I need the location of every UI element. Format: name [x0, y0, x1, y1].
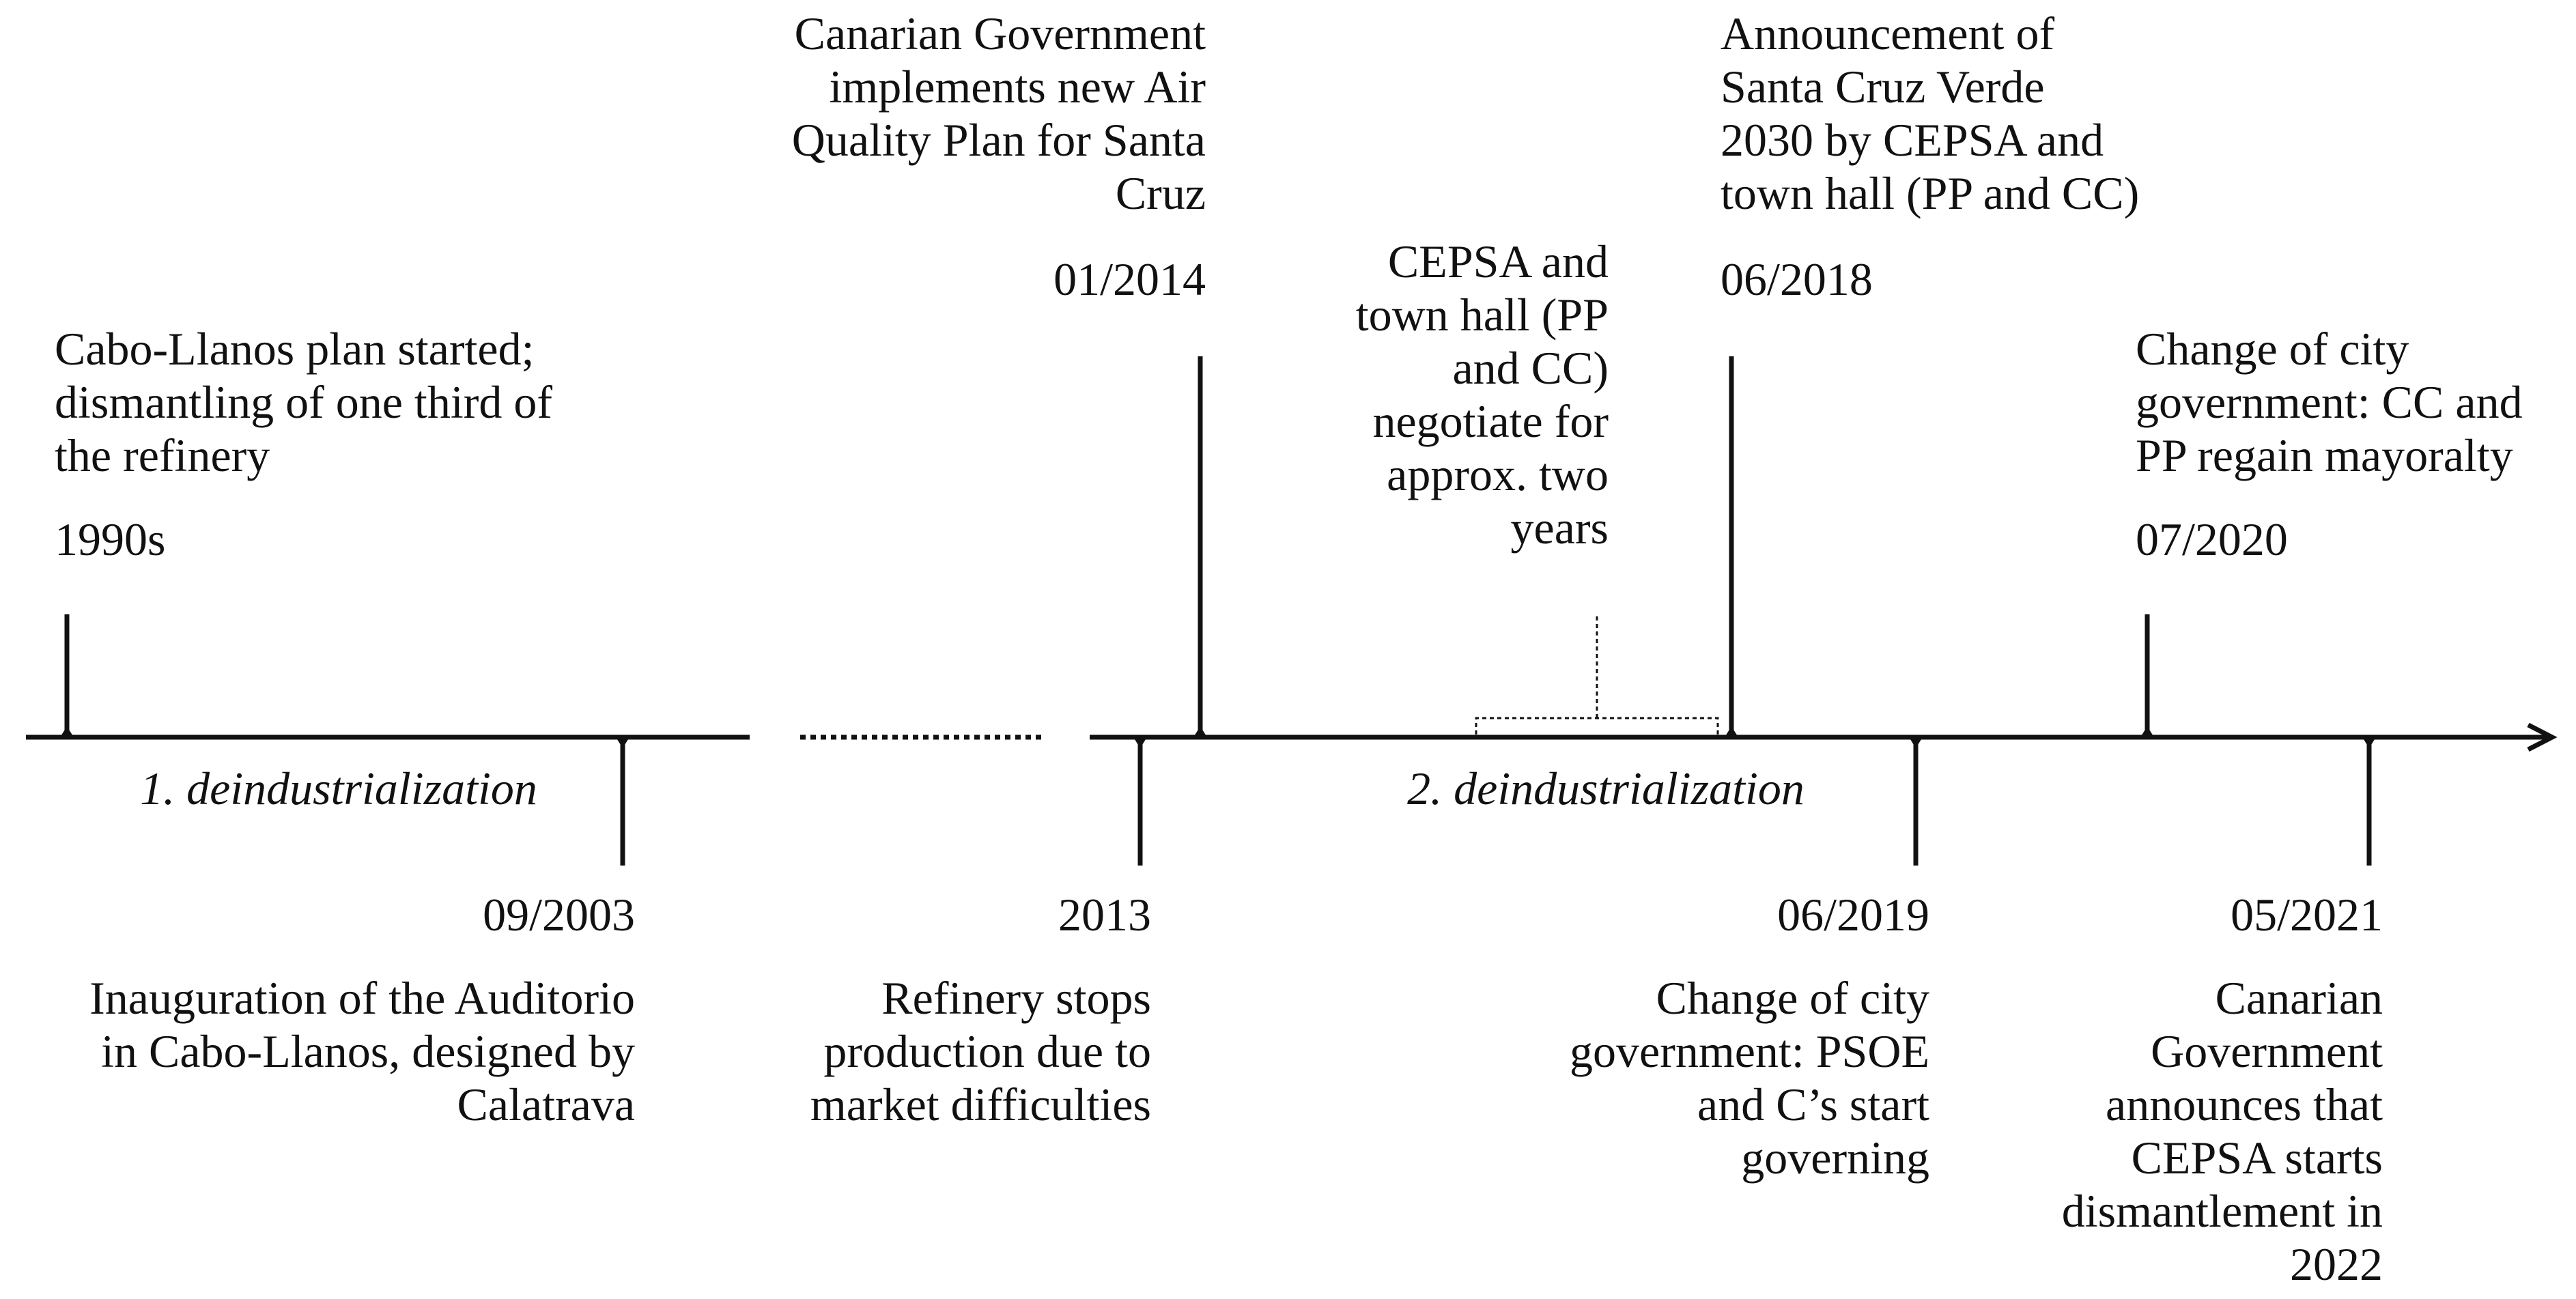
event-date: 07/2020 — [2136, 513, 2288, 565]
event-description-line: announces that — [2106, 1079, 2383, 1130]
event-date: 06/2019 — [1777, 889, 1929, 941]
event-06-2019 — [1570, 889, 1929, 1184]
event-description-line: in Cabo-Llanos, designed by — [101, 1025, 635, 1077]
event-description-line: Calatrava — [457, 1079, 635, 1130]
phase-label-2: 2. deindustrialization — [1407, 762, 1804, 814]
event-description-line: 2022 — [2290, 1238, 2383, 1290]
event-description-line: CEPSA starts — [2131, 1132, 2383, 1184]
event-date: 1990s — [55, 513, 166, 565]
event-description-line: Quality Plan for Santa — [791, 114, 1206, 166]
event-description-line: government: PSOE — [1570, 1025, 1929, 1077]
event-description-line: implements new Air — [829, 61, 1206, 113]
event-description-line: Santa Cruz Verde — [1721, 61, 2045, 113]
event-01-2014 — [792, 8, 1206, 305]
event-description-line: Refinery stops — [881, 972, 1151, 1024]
event-1990s — [55, 323, 552, 565]
event-09-2003 — [89, 889, 635, 1130]
event-05-2021 — [2062, 889, 2383, 1290]
event-description-line: Change of city — [2136, 323, 2409, 375]
event-date: 2013 — [1058, 889, 1151, 941]
event-date: 05/2021 — [2231, 889, 2383, 941]
event-description-line: Cruz — [1115, 167, 1206, 219]
event-description-line: market difficulties — [810, 1079, 1151, 1130]
event-description-line: PP regain mayoralty — [2136, 429, 2513, 481]
event-description-line: Announcement of — [1721, 8, 2055, 59]
event-date: 06/2018 — [1721, 253, 1873, 305]
event-description-line: town hall (PP and CC) — [1721, 167, 2140, 219]
event-07-2020 — [2136, 323, 2523, 565]
event-description-line: CEPSA and — [1387, 235, 1609, 287]
phase-label-1: 1. deindustrialization — [140, 762, 537, 814]
event-description-line: dismantlement in — [2061, 1185, 2383, 1237]
event-description-line: town hall (PP — [1355, 289, 1609, 341]
event-description-line: Cabo-Llanos plan started; — [55, 323, 535, 375]
event-description-line: Canarian — [2215, 972, 2383, 1024]
negotiation-period-bracket — [1476, 613, 1718, 734]
event-date: 09/2003 — [483, 889, 635, 941]
event-description-line: Change of city — [1656, 972, 1929, 1024]
event-description-line: negotiate for — [1372, 395, 1609, 447]
event-negotiation — [1356, 235, 1609, 554]
event-description-line: and CC) — [1452, 342, 1609, 394]
event-description-line: years — [1510, 502, 1609, 554]
event-description-line: Canarian Government — [794, 8, 1206, 59]
event-06-2018 — [1721, 8, 2139, 305]
event-description-line: dismantling of one third of — [55, 376, 553, 428]
event-date: 01/2014 — [1053, 253, 1206, 305]
event-description-line: Government — [2151, 1025, 2383, 1077]
event-description-line: governing — [1741, 1132, 1929, 1184]
event-description-line: and C’s start — [1697, 1079, 1929, 1130]
event-description-line: Inauguration of the Auditorio — [89, 972, 635, 1024]
event-description-line: production due to — [823, 1025, 1151, 1077]
event-description-line: approx. two — [1387, 448, 1609, 500]
event-description-line: 2030 by CEPSA and — [1721, 114, 2104, 166]
event-2013 — [810, 889, 1151, 1130]
event-description-line: government: CC and — [2136, 376, 2523, 428]
event-description-line: the refinery — [55, 429, 270, 481]
